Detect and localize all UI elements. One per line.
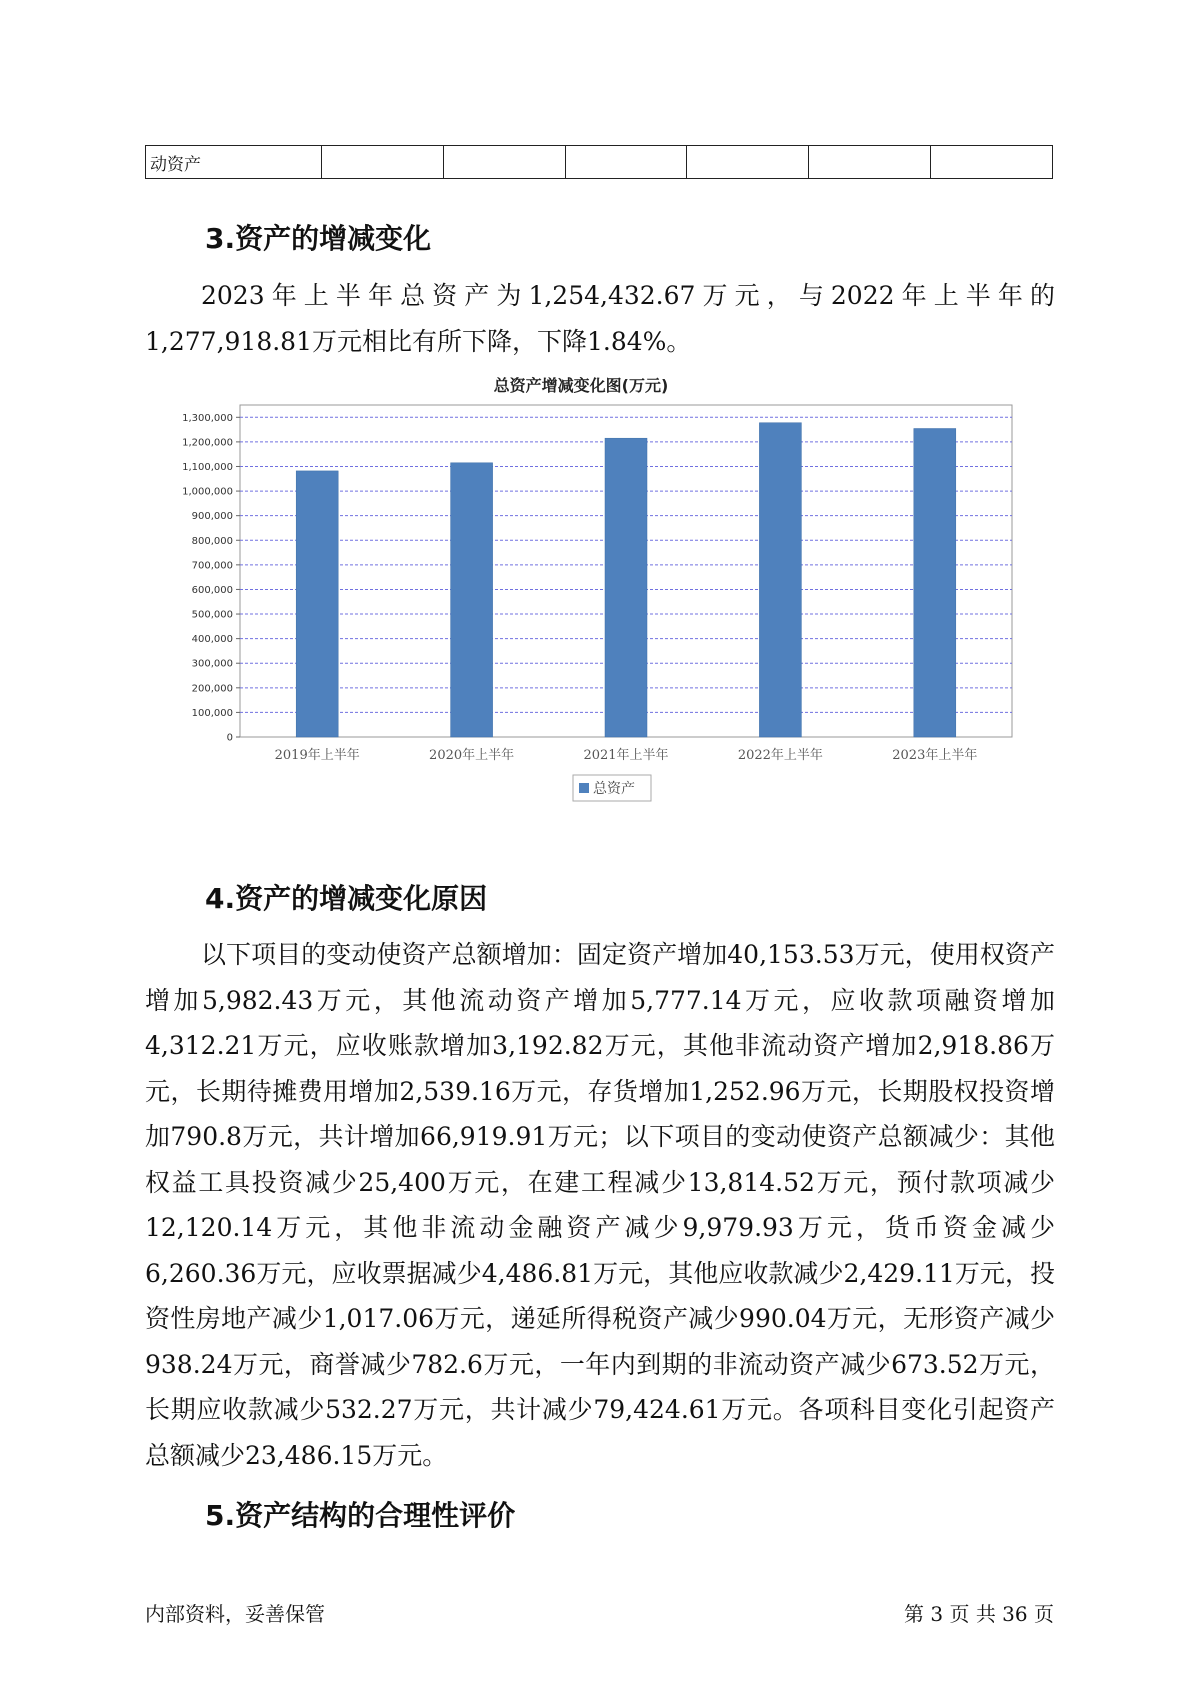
table-cell bbox=[443, 146, 565, 179]
section-heading-5: 5.资产结构的合理性评价 bbox=[205, 1499, 516, 1532]
y-tick-label: 1,200,000 bbox=[182, 437, 233, 449]
legend-label: 总资产 bbox=[593, 781, 635, 797]
bar bbox=[759, 423, 801, 737]
bar bbox=[451, 463, 493, 737]
bar bbox=[296, 471, 338, 737]
x-tick-label: 2020年上半年 bbox=[429, 748, 515, 763]
chart-svg bbox=[160, 376, 1030, 847]
x-tick-label: 2019年上半年 bbox=[274, 748, 360, 763]
y-tick-label: 300,000 bbox=[191, 658, 233, 670]
y-tick-label: 400,000 bbox=[191, 634, 233, 646]
table-cell bbox=[809, 146, 931, 179]
y-tick-label: 1,000,000 bbox=[182, 486, 233, 498]
table-cell: 动资产 bbox=[146, 146, 322, 179]
section-heading-3: 3.资产的增减变化 bbox=[205, 222, 432, 255]
y-tick-label: 900,000 bbox=[191, 511, 233, 523]
x-tick-label: 2021年上半年 bbox=[583, 748, 669, 763]
y-tick-label: 500,000 bbox=[191, 609, 233, 621]
y-tick-label: 1,300,000 bbox=[182, 412, 233, 424]
y-tick-label: 700,000 bbox=[191, 560, 233, 572]
table-cell bbox=[931, 146, 1053, 179]
footer-note: 内部资料，妥善保管 bbox=[145, 1602, 325, 1626]
chart-title: 总资产增减变化图(万元) bbox=[493, 376, 669, 395]
section-heading-4: 4.资产的增减变化原因 bbox=[205, 882, 488, 915]
table-row bbox=[146, 146, 1053, 179]
bar bbox=[914, 429, 956, 737]
y-tick-label: 100,000 bbox=[191, 707, 233, 719]
page-number: 第 3 页 共 36 页 bbox=[904, 1602, 1054, 1626]
y-tick-label: 0 bbox=[226, 732, 233, 744]
y-tick-label: 800,000 bbox=[191, 535, 233, 547]
section-paragraph-4: 以下项目的变动使资产总额增加：固定资产增加40,153.53万元，使用权资产增加5,982.43万元，其他流动资产增加5,777.14万元，应收款项融资增加4,312.21万元，应收账款增加3,192.82万元，其他非流动资产增加2,918.86万元，长期待摊费用增加2,539.16万元，存货增加1,252.96万元，长期股权投资增加790.8万元，共计增加66,919.91万元；以下项目的变动使资产总额减少：其他权益工具投资减少25,400万元，在建工程减少13,814.52万元，预付款项减少12,120.14万元，其他非流动金融资产减少9,979.93万元，货币资金减少6,260.36万元，应收票据减少4,486.81万元，其他应收款减少2,429.11万元，投资性房地产减少1,017.06万元，递延所得税资产减少990.04万元，无形资产减少938.24万元，商誉减少782.6万元，一年内到期的非流动资产减少673.52万元，长期应收款减少532.27万元，共计减少79,424.61万元。各项科目变化引起资产总额减少23,486.15万元。 bbox=[145, 940, 1055, 1470]
y-tick-label: 200,000 bbox=[191, 683, 233, 695]
x-tick-label: 2022年上半年 bbox=[737, 748, 823, 763]
section-paragraph-3: 2023年上半年总资产为1,254,432.67万元，与2022年上半年的1,277,918.81万元相比有所下降，下降1.84%。 bbox=[145, 281, 1055, 356]
bar-chart bbox=[160, 376, 1030, 847]
x-tick-label: 2023年上半年 bbox=[892, 748, 978, 763]
legend-swatch bbox=[579, 783, 589, 793]
table-cell bbox=[687, 146, 809, 179]
y-tick-label: 600,000 bbox=[191, 584, 233, 596]
bar bbox=[605, 438, 647, 737]
table-cell bbox=[565, 146, 687, 179]
table-cell bbox=[322, 146, 444, 179]
y-tick-label: 1,100,000 bbox=[182, 461, 233, 473]
table-continuation bbox=[145, 145, 1053, 179]
